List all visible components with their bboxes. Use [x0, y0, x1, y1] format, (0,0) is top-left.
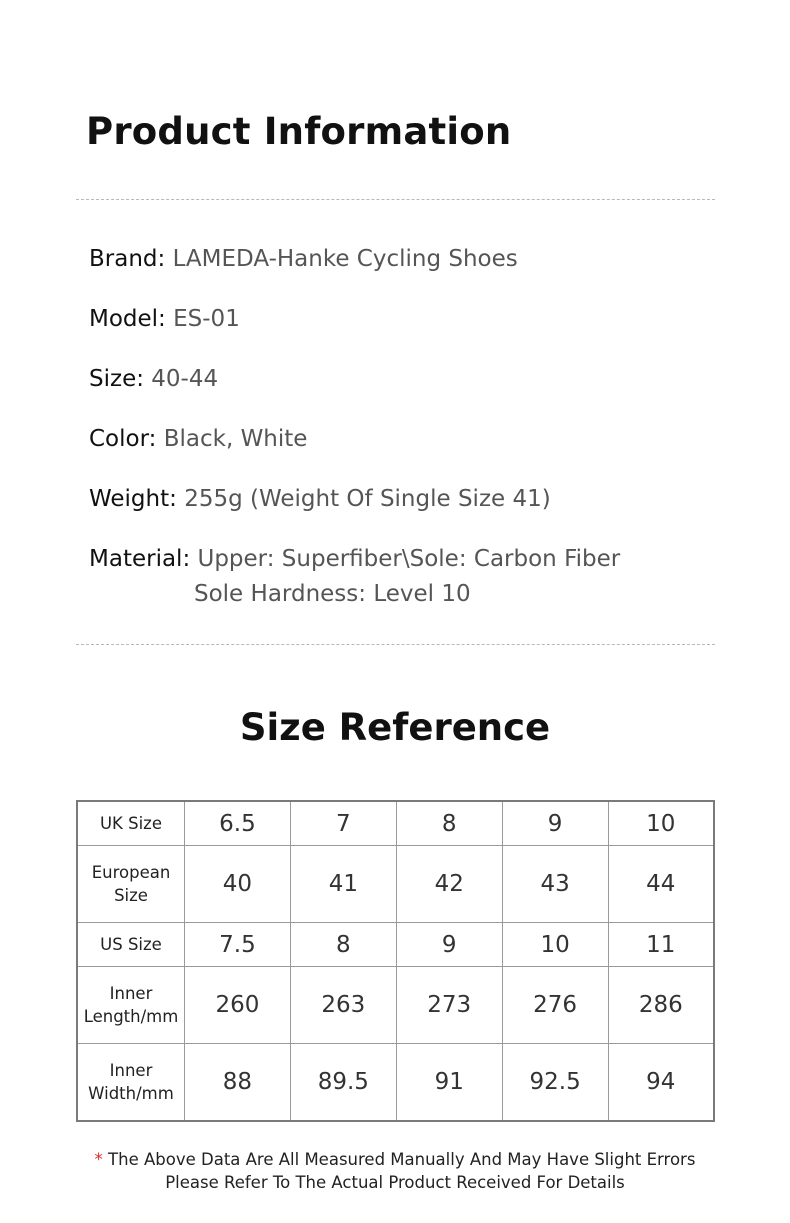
dashed-divider — [76, 644, 715, 645]
size-reference-table — [76, 800, 715, 1122]
table-cell: 89.5 — [290, 1043, 396, 1121]
info-key: Weight: — [89, 486, 177, 512]
info-key: Size: — [89, 366, 144, 392]
table-row-uk-size — [77, 801, 714, 846]
table-cell: 276 — [502, 967, 608, 1044]
info-row-material — [89, 542, 620, 577]
asterisk-mark: * — [94, 1150, 103, 1169]
table-cell: 7 — [290, 801, 396, 846]
table-cell: 9 — [396, 923, 502, 967]
table-cell: 91 — [396, 1043, 502, 1121]
info-material-continuation: Sole Hardness: Level 10 — [194, 581, 471, 607]
table-cell: 10 — [502, 923, 608, 967]
table-cell: 8 — [290, 923, 396, 967]
row-header: UK Size — [77, 801, 185, 846]
info-key: Material: — [89, 546, 191, 572]
footnote-line-2: Please Refer To The Actual Product Received For Details — [165, 1173, 625, 1192]
table-cell: 43 — [502, 846, 608, 923]
table-cell: 6.5 — [185, 801, 291, 846]
table-cell: 40 — [185, 846, 291, 923]
table-cell: 92.5 — [502, 1043, 608, 1121]
table-cell: 11 — [608, 923, 714, 967]
table-row-us-size — [77, 923, 714, 967]
info-row-size — [89, 362, 218, 397]
row-header: European Size — [77, 846, 185, 923]
row-header: US Size — [77, 923, 185, 967]
info-value: Black, White — [163, 426, 308, 452]
info-value: LAMEDA-Hanke Cycling Shoes — [172, 246, 518, 272]
size-reference-title: Size Reference — [239, 706, 551, 749]
product-information-title: Product Information — [86, 110, 512, 153]
table-cell: 9 — [502, 801, 608, 846]
table-cell: 10 — [608, 801, 714, 846]
table-cell: 41 — [290, 846, 396, 923]
table-cell: 42 — [396, 846, 502, 923]
info-key: Brand: — [89, 246, 166, 272]
table-cell: 7.5 — [185, 923, 291, 967]
info-value: 255g (Weight Of Single Size 41) — [184, 486, 551, 512]
table-row-inner-length — [77, 967, 714, 1044]
table-row-european-size — [77, 846, 714, 923]
table-cell: 88 — [185, 1043, 291, 1121]
info-value: 40-44 — [151, 366, 219, 392]
table-cell: 273 — [396, 967, 502, 1044]
table-row-inner-width — [77, 1043, 714, 1121]
dashed-divider — [76, 199, 715, 200]
table-cell: 94 — [608, 1043, 714, 1121]
row-header: Inner Width/mm — [77, 1043, 185, 1121]
table-cell: 8 — [396, 801, 502, 846]
table-cell: 260 — [185, 967, 291, 1044]
info-key: Color: — [89, 426, 157, 452]
footnote-line-1 — [0, 1150, 790, 1169]
info-row-color — [89, 422, 307, 457]
info-row-brand — [89, 242, 518, 277]
info-row-weight — [89, 482, 551, 517]
info-value: ES-01 — [173, 306, 240, 332]
table-cell: 286 — [608, 967, 714, 1044]
table-cell: 44 — [608, 846, 714, 923]
row-header: Inner Length/mm — [77, 967, 185, 1044]
info-key: Model: — [89, 306, 166, 332]
info-row-model — [89, 302, 240, 337]
footnote-text: The Above Data Are All Measured Manually And May Have Slight Errors — [108, 1150, 696, 1169]
table-cell: 263 — [290, 967, 396, 1044]
info-value: Upper: Superfiber\Sole: Carbon Fiber — [197, 546, 621, 572]
